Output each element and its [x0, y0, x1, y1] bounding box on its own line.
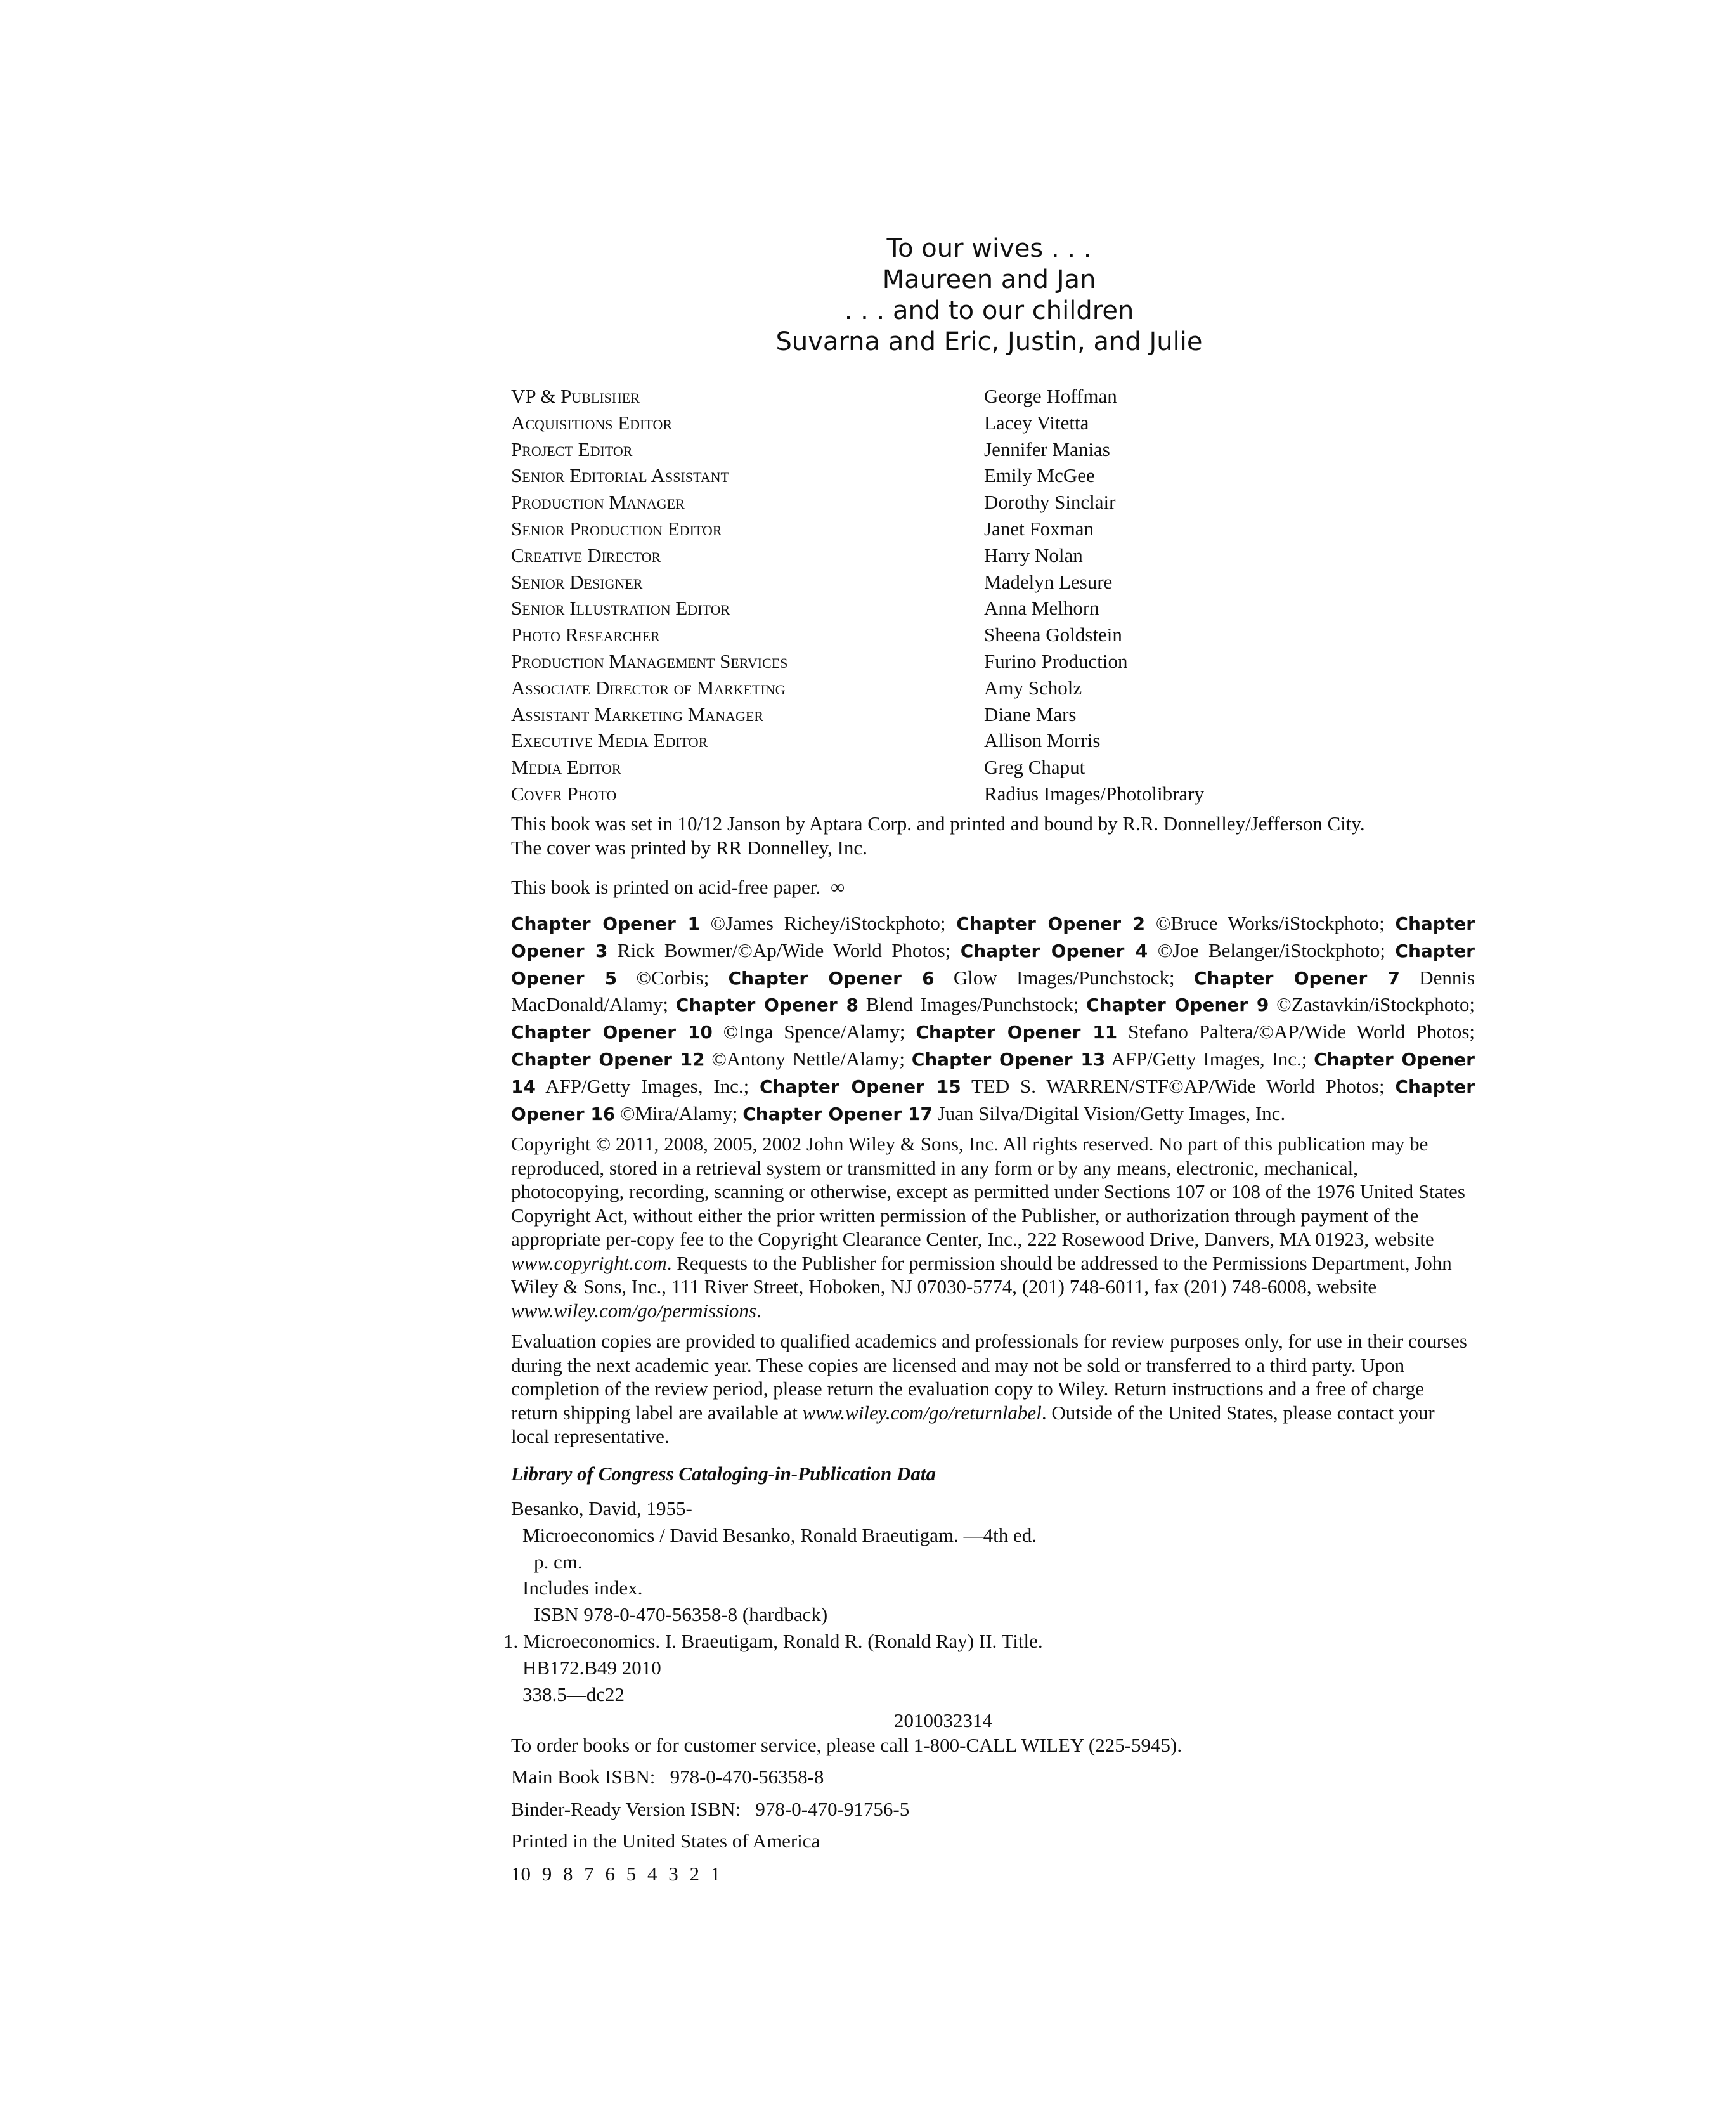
credit-name: Lacey Vitetta — [984, 411, 1089, 434]
dedication-line: To our wives . . . — [886, 234, 1092, 263]
credit-row — [511, 595, 1475, 622]
credit-role: Senior Designer — [511, 570, 643, 593]
main-isbn — [511, 1765, 1475, 1789]
cip-line: Microeconomics / David Besanko, Ronald Braeutigam. —4th ed. — [522, 1523, 1037, 1546]
photo-credit-source: Glow Images/Punchstock; — [953, 966, 1175, 989]
credit-role: Assistant Marketing Manager — [511, 703, 764, 726]
photo-credit-label: Chapter Opener 1 — [511, 913, 700, 934]
photo-credit-label: Chapter Opener 8 — [675, 994, 858, 1016]
credit-role: Creative Director — [511, 544, 661, 566]
credit-name: Jennifer Manias — [984, 438, 1110, 460]
typesetting-note — [511, 812, 1475, 860]
photo-credit-source: Rick Bowmer/©Ap/Wide World Photos; — [617, 939, 951, 961]
photo-credit-label: Chapter Opener 10 — [511, 1022, 713, 1043]
acid-free-text: This book is printed on acid-free paper. — [511, 876, 821, 898]
acid-free-note — [511, 875, 1475, 899]
cip-line: ISBN 978-0-470-56358-8 (hardback) — [534, 1603, 828, 1626]
cip-line: 1. Microeconomics. I. Braeutigam, Ronald R. (Ronald Ray) II. Title. — [503, 1629, 1043, 1652]
cip-line: HB172.B49 2010 — [522, 1656, 661, 1679]
credit-row — [511, 727, 1475, 754]
credit-row — [511, 462, 1475, 489]
credit-role: Cover Photo — [511, 782, 617, 805]
photo-credit-source: ©James Richey/iStockphoto; — [710, 912, 946, 934]
credit-role: Photo Researcher — [511, 623, 660, 646]
credit-name: Emily McGee — [984, 464, 1095, 487]
photo-credit-source: ©Inga Spence/Alamy; — [723, 1020, 905, 1043]
photo-credit-source: Blend Images/Punchstock; — [865, 993, 1079, 1016]
credit-name: Madelyn Lesure — [984, 570, 1113, 593]
credit-row — [511, 754, 1475, 781]
credit-role: Production Manager — [511, 491, 685, 514]
photo-credit-source: Juan Silva/Digital Vision/Getty Images, Inc. — [937, 1102, 1286, 1124]
photo-credit-source: ©Joe Belanger/iStockphoto; — [1157, 939, 1385, 961]
credit-row — [511, 781, 1475, 807]
cip-heading: Library of Congress Cataloging-in-Publication Data — [511, 1462, 936, 1485]
credit-role: Production Management Services — [511, 649, 788, 672]
staff-credits — [511, 383, 1475, 807]
photo-credit-label: Chapter Opener 5 — [511, 940, 1475, 989]
credit-name: George Hoffman — [984, 385, 1117, 407]
credit-name: Greg Chaput — [984, 756, 1085, 779]
photo-credits — [511, 910, 1475, 1127]
credit-name: Radius Images/Photolibrary — [984, 782, 1204, 805]
dedication — [672, 233, 1306, 358]
copyright-text: . Requests to the Publisher for permission should be addressed to the Permissions Department, John Wiley & Sons, Inc., 111 River Street, Hoboken, NJ 07030-5774, (201) 748-6011, fax (201) 748-6008, website — [511, 1251, 1452, 1298]
permissions-link[interactable]: www.wiley.com/go/permissions — [511, 1299, 756, 1322]
typesetting-line: This book was set in 10/12 Janson by Aptara Corp. and printed and bound by R.R. Donnelley/Jefferson City. — [511, 812, 1365, 835]
credit-name: Amy Scholz — [984, 676, 1082, 699]
infinity-symbol: ∞ — [831, 876, 845, 898]
dedication-line: Suvarna and Eric, Justin, and Julie — [775, 327, 1203, 356]
photo-credit-label: Chapter Opener 12 — [511, 1048, 705, 1070]
credit-row — [511, 648, 1475, 675]
credit-name: Diane Mars — [984, 703, 1077, 726]
credit-role: Senior Production Editor — [511, 517, 722, 540]
photo-credit-source: TED S. WARREN/STF©AP/Wide World Photos; — [971, 1074, 1385, 1097]
evaluation-text: Evaluation copies are provided to qualified academics and professionals for review purposes only, for use in their courses during the next academic year. These copies are licensed and may not be sold or transferred to a third party. Upon completion of the review period, please return the evaluation copy to Wiley. Return instructions and a free of charge return shipping label are available at — [511, 1330, 1467, 1424]
photo-credit-label: Chapter Opener 6 — [728, 967, 935, 989]
credit-row — [511, 622, 1475, 648]
isbn-value: 978-0-470-91756-5 — [755, 1798, 910, 1820]
credit-role: Senior Editorial Assistant — [511, 464, 729, 487]
credit-name: Sheena Goldstein — [984, 623, 1122, 646]
photo-credit-source: AFP/Getty Images, Inc.; — [1111, 1047, 1307, 1070]
photo-credit-source: ©Corbis; — [636, 966, 709, 989]
credit-row — [511, 383, 1475, 410]
photo-credit-source: Stefano Paltera/©AP/Wide World Photos; — [1128, 1020, 1475, 1043]
photo-credit-source: ©Antony Nettle/Alamy; — [711, 1047, 905, 1070]
credit-row — [511, 701, 1475, 728]
print-line: 10 9 8 7 6 5 4 3 2 1 — [511, 1863, 721, 1885]
photo-credit-source: Dennis MacDonald/Alamy; — [511, 966, 1475, 1016]
credit-name: Harry Nolan — [984, 544, 1083, 566]
photo-credit-label: Chapter Opener 4 — [960, 940, 1148, 961]
cip-data — [503, 1495, 1475, 1734]
credit-name: Allison Morris — [984, 729, 1101, 752]
credit-role: Acquisitions Editor — [511, 411, 673, 434]
isbn-label: Binder-Ready Version ISBN: — [511, 1798, 741, 1820]
binder-isbn — [511, 1797, 1475, 1821]
copyright-link[interactable]: www.copyright.com — [511, 1251, 667, 1274]
isbn-value: 978-0-470-56358-8 — [670, 1766, 824, 1788]
printed-in: Printed in the United States of America — [511, 1830, 820, 1852]
credit-role: Senior Illustration Editor — [511, 597, 730, 620]
copyright-text: Copyright © 2011, 2008, 2005, 2002 John Wiley & Sons, Inc. All rights reserved. No part of this publication may be reproduced, stored in a retrieval system or transmitted in any form or by any means, electronic, mechanical, photocopying, recording, scanning or otherwise, except as permitted under Sections 107 or 108 of the 1976 United States Copyright Act, without either the prior written permission of the Publisher, or authorization through payment of the appropriate per-copy fee to the Copyright Clearance Center, Inc., 222 Rosewood Drive, Danvers, MA 01923, website — [511, 1133, 1465, 1250]
credit-role: VP & Publisher — [511, 385, 640, 407]
photo-credit-label: Chapter Opener 15 — [760, 1076, 961, 1097]
credit-role: Project Editor — [511, 438, 633, 460]
credit-name: Janet Foxman — [984, 517, 1094, 540]
copyright-notice — [511, 1132, 1475, 1322]
lccn: 2010032314 — [894, 1709, 992, 1732]
credit-row — [511, 410, 1475, 436]
credit-row — [511, 436, 1475, 463]
ordering-info: To order books or for customer service, please call 1-800-CALL WILEY (225-5945). — [511, 1734, 1182, 1756]
cip-line: Includes index. — [522, 1577, 643, 1599]
photo-credit-label: Chapter Opener 2 — [956, 913, 1146, 934]
photo-credit-label: Chapter Opener 17 — [742, 1103, 933, 1124]
returnlabel-link[interactable]: www.wiley.com/go/returnlabel — [802, 1401, 1042, 1424]
photo-credit-source: ©Mira/Alamy; — [620, 1102, 738, 1124]
photo-credit-label: Chapter Opener 11 — [916, 1022, 1118, 1043]
credit-row — [511, 675, 1475, 701]
copyright-text: . — [756, 1299, 761, 1322]
dedication-line: Maureen and Jan — [882, 265, 1096, 294]
photo-credit-source: ©Zastavkin/iStockphoto; — [1276, 993, 1475, 1016]
credit-name: Anna Melhorn — [984, 597, 1099, 620]
credit-role: Media Editor — [511, 756, 621, 779]
photo-credit-label: Chapter Opener 16 — [511, 1076, 1475, 1124]
credit-name: Furino Production — [984, 649, 1128, 672]
cip-line: p. cm. — [534, 1550, 583, 1573]
credit-role: Executive Media Editor — [511, 729, 708, 752]
photo-credit-source: ©Bruce Works/iStockphoto; — [1155, 912, 1385, 934]
credit-row — [511, 516, 1475, 542]
photo-credit-source: AFP/Getty Images, Inc.; — [545, 1074, 749, 1097]
photo-credit-label: Chapter Opener 9 — [1086, 994, 1269, 1016]
dedication-line: . . . and to our children — [844, 296, 1134, 325]
credit-name: Dorothy Sinclair — [984, 491, 1116, 514]
photo-credit-label: Chapter Opener 14 — [511, 1048, 1475, 1097]
cip-line: Besanko, David, 1955- — [511, 1497, 692, 1520]
credit-row — [511, 542, 1475, 569]
credit-row — [511, 489, 1475, 516]
photo-credit-label: Chapter Opener 7 — [1193, 967, 1400, 989]
credit-row — [511, 569, 1475, 596]
typesetting-line: The cover was printed by RR Donnelley, Inc. — [511, 837, 867, 859]
cip-line: 338.5—dc22 — [522, 1683, 625, 1705]
isbn-label: Main Book ISBN: — [511, 1766, 656, 1788]
photo-credit-label: Chapter Opener 13 — [911, 1048, 1106, 1070]
evaluation-notice — [511, 1329, 1475, 1449]
photo-credit-label: Chapter Opener 3 — [511, 913, 1475, 961]
evaluation-text: . Outside of the United States, please contact your local representative. — [511, 1401, 1435, 1447]
credit-role: Associate Director of Marketing — [511, 676, 786, 699]
